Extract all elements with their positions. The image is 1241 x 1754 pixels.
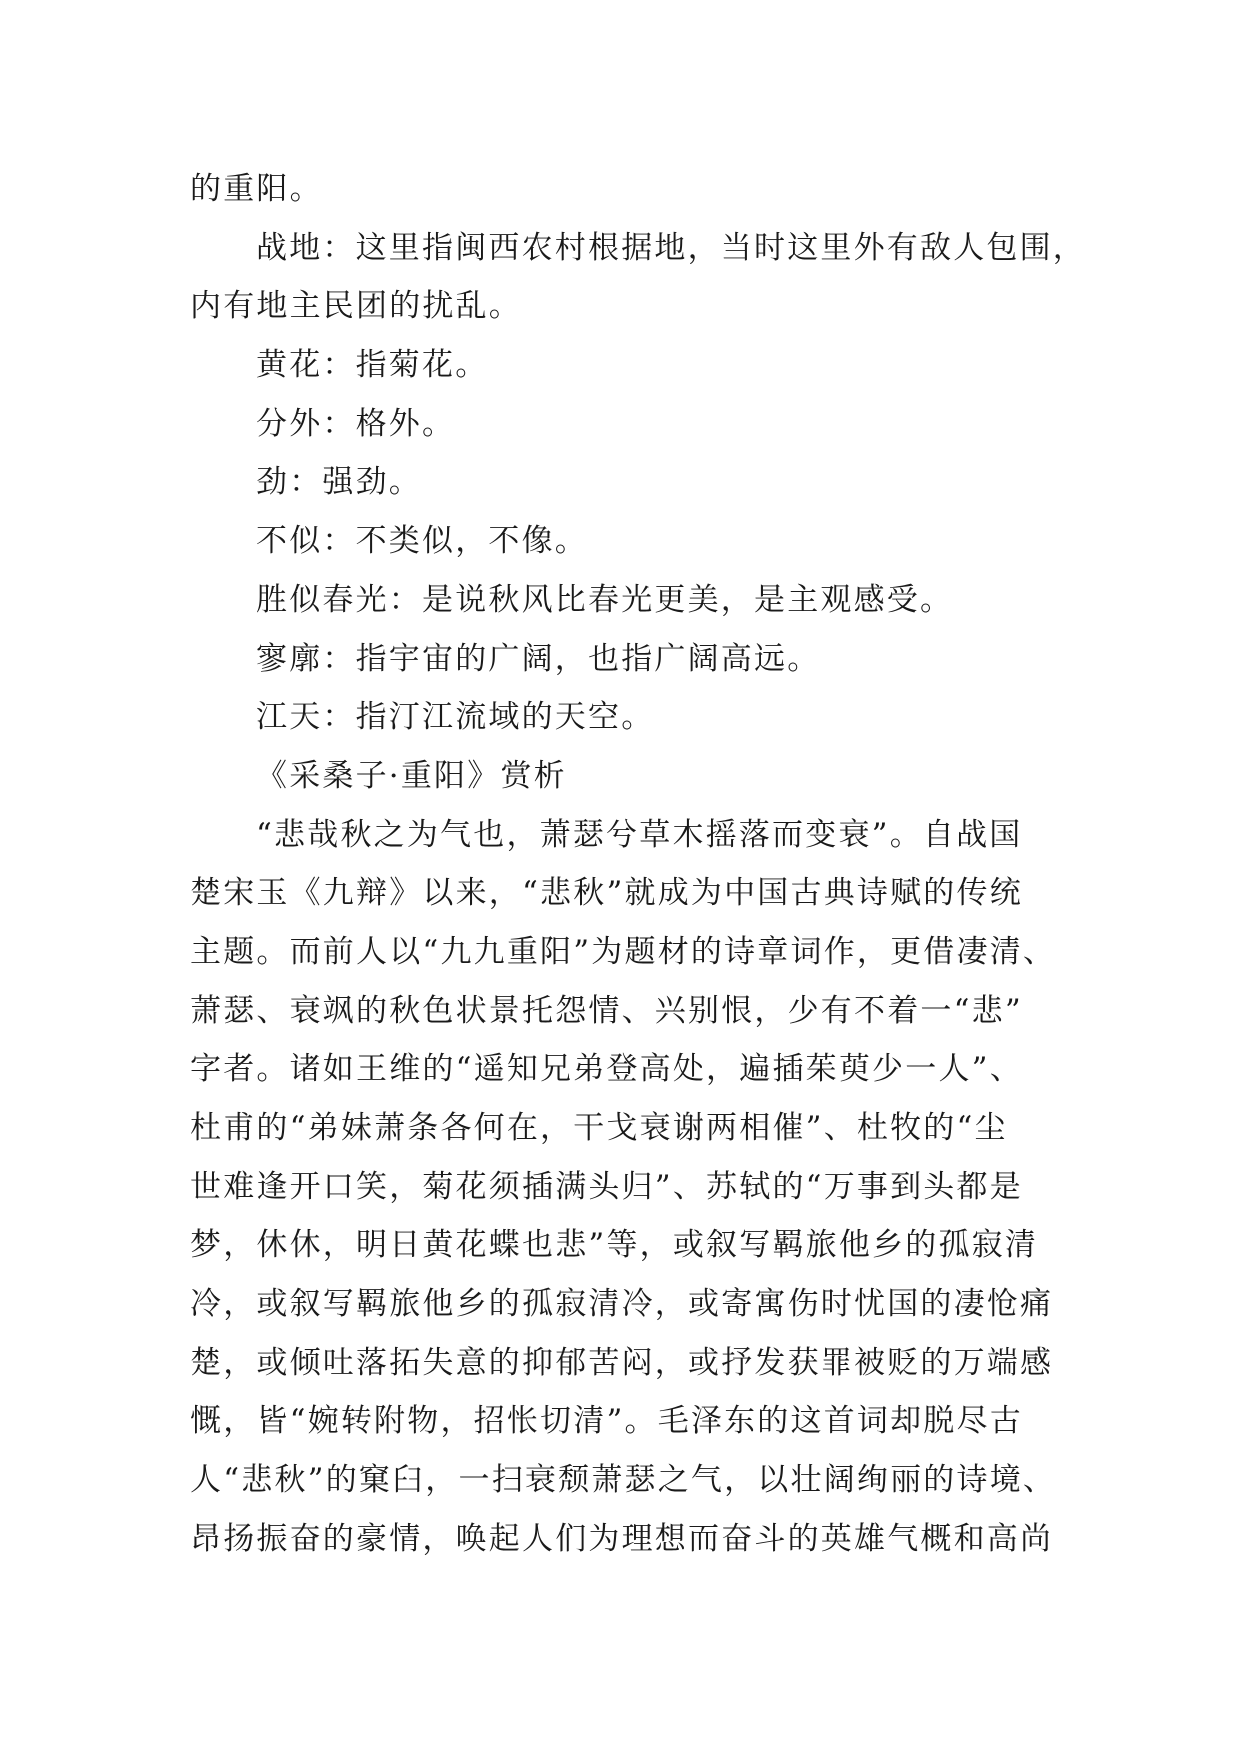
text-line: 字者。诸如王维的“遥知兄弟登高处，遍插茱萸少一人”、 [190, 1051, 1023, 1088]
text-line: 胜似春光：是说秋风比春光更美，是主观感受。 [256, 581, 954, 618]
text-line: 黄花：指菊花。 [256, 347, 489, 384]
text-line: 梦，休休，明日黄花蝶也悲”等，或叙写羁旅他乡的孤寂清 [190, 1227, 1039, 1264]
text-line: 世难逢开口笑，菊花须插满头归”、苏轼的“万事到头都是 [190, 1168, 1023, 1205]
text-line: 慨，皆“婉转附物，招怅切清”。毛泽东的这首词却脱尽古 [190, 1403, 1023, 1440]
text-line: 劲：强劲。 [256, 464, 422, 501]
text-line: “悲哉秋之为气也，萧瑟兮草木摇落而变衰”。自战国 [256, 816, 1023, 853]
text-line: 萧瑟、衰飒的秋色状景托怨情、兴别恨，少有不着一“悲” [190, 992, 1023, 1029]
text-line: 主题。而前人以“九九重阳”为题材的诗章词作，更借凄清、 [190, 933, 1057, 970]
text-line: 内有地主民团的扰乱。 [190, 288, 522, 325]
section-heading: 《采桑子·重阳》赏析 [256, 757, 567, 794]
text-line: 冷，或叙写羁旅他乡的孤寂清冷，或寄寓伤时忧国的凄怆痛 [190, 1286, 1054, 1323]
text-line: 寥廓：指宇宙的广阔，也指广阔高远。 [256, 640, 821, 677]
text-line: 江天：指汀江流域的天空。 [256, 699, 655, 736]
body-text [190, 160, 1086, 1569]
text-line: 分外：格外。 [256, 405, 456, 442]
text-line: 人“悲秋”的窠臼，一扫衰颓萧瑟之气，以壮阔绚丽的诗境、 [190, 1462, 1057, 1499]
text-line: 昂扬振奋的豪情，唤起人们为理想而奋斗的英雄气概和高尚 [190, 1520, 1054, 1557]
text-line: 楚，或倾吐落拓失意的抑郁苦闷，或抒发获罪被贬的万端感 [190, 1344, 1054, 1381]
text-line: 战地：这里指闽西农村根据地，当时这里外有敌人包围， [256, 229, 1086, 266]
text-line: 不似：不类似，不像。 [256, 523, 588, 560]
text-line: 的重阳。 [190, 171, 323, 207]
text-line: 楚宋玉《九辩》以来，“悲秋”就成为中国古典诗赋的传统 [190, 875, 1023, 912]
text-line: 杜甫的“弟妹萧条各何在，干戈衰谢两相催”、杜牧的“尘 [190, 1110, 1008, 1146]
